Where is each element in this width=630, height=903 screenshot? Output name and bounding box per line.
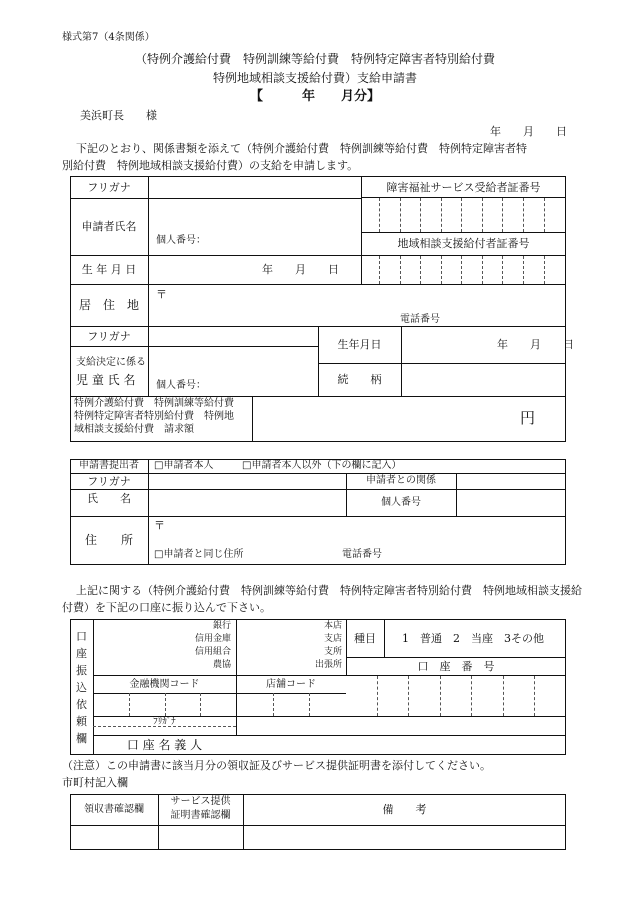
submitter-furigana-label: フリガナ	[87, 475, 131, 488]
address-phone-label: 電話番号	[400, 314, 440, 325]
claim-yen-unit: 円	[520, 409, 536, 427]
bank-side-label-2: 座	[76, 647, 87, 660]
form-title-month: 【 年 月分】	[249, 89, 380, 104]
municipal-section-label: 市町村記入欄	[62, 776, 128, 789]
submitter-label: 申請書提出者	[79, 460, 139, 471]
submitter-phone-label: 電話番号	[342, 549, 382, 560]
date-line: 年 月 日	[490, 125, 567, 138]
receipt-check-label: 領収書確認欄	[84, 804, 144, 815]
branch-code-label: 店舗コード	[266, 679, 316, 690]
account-type-label: 種目	[354, 632, 376, 645]
submitter-personal-number-label: 個人番号	[381, 497, 421, 508]
bank-side-label-3: 振	[76, 664, 87, 677]
municipal-table	[70, 794, 566, 850]
account-type-options[interactable]: 1 普通 2 当座 3その他	[402, 632, 544, 645]
child-furigana-label: フリガナ	[87, 330, 131, 343]
child-label-line2: 児 童 氏 名	[76, 373, 136, 387]
service-check-label-line1: サービス提供	[170, 796, 231, 807]
bank-side-label-5: 依	[76, 698, 87, 711]
bank-side-label-6: 頼	[76, 715, 87, 728]
address-postal-mark: 〒	[156, 288, 167, 301]
bank-intro-line2: 付費）を下記の口座に振り込んで下さい。	[62, 601, 271, 614]
addressee: 美浜町長 様	[80, 109, 157, 122]
bank-intro-line1: 上記に関する（特例介護給付費 特例訓練等給付費 特例特定障害者特別給付費 特例地域相談支援給	[76, 584, 582, 597]
bank-side-label-1: 口	[76, 630, 87, 643]
bank-side-label-7: 欄	[76, 732, 87, 745]
birth-date-label: 生 年 月 日	[81, 263, 137, 276]
service-check-label-line2: 証明書確認欄	[170, 810, 231, 821]
submitter-name-label: 氏 名	[87, 492, 131, 505]
disability-cert-label: 障害福祉サービス受給者証番号	[386, 181, 541, 194]
applicant-personal-number-label: 個人番号：	[156, 235, 206, 246]
inst-type-agri[interactable]: 農協	[212, 660, 231, 670]
attachment-note: （注意）この申請書に該当月分の領収証及びサービス提供証明書を添付してください。	[62, 759, 491, 772]
intro-text-line1: 下記のとおり、関係書類を添えて（特例介護給付費 特例訓練等給付費 特例特定障害者特	[76, 142, 527, 155]
branch-type-sub[interactable]: 出張所	[314, 660, 342, 670]
child-label-line1: 支給決定に係る	[76, 357, 146, 368]
form-title-line1: （特例介護給付費 特例訓練等給付費 特例特定障害者特別給付費	[134, 52, 495, 66]
branch-type-branch[interactable]: 支店	[323, 634, 342, 644]
relation-label: 続 柄	[337, 373, 382, 386]
child-birth-label: 生年月日	[337, 338, 382, 351]
account-number-label: 口 座 番 号	[417, 660, 495, 673]
holder-label: 口 座 名 義 人	[126, 738, 203, 752]
submitter-option-other[interactable]: □申請者本人以外（下の欄に記入）	[242, 460, 402, 471]
inst-type-bank[interactable]: 銀行	[212, 621, 231, 631]
child-birth-value: 年 月 日	[497, 338, 574, 351]
birth-date-value: 年 月 日	[262, 263, 339, 276]
inst-code-label: 金融機関コード	[129, 679, 200, 690]
branch-type-head[interactable]: 本店	[323, 621, 342, 631]
same-address-checkbox[interactable]: □申請者と同じ住所	[154, 549, 244, 560]
inst-type-shinkin[interactable]: 信用金庫	[194, 634, 231, 644]
bank-side-label-4: 込	[76, 681, 87, 694]
submitter-table	[70, 459, 566, 565]
claim-label-line1: 特例介護給付費 特例訓練等給付費	[74, 398, 234, 409]
branch-type-office[interactable]: 支所	[323, 647, 342, 657]
remarks-label: 備 考	[382, 803, 427, 816]
form-title-line2: 特例地域相談支援給付費）支給申請書	[212, 71, 417, 85]
regional-cert-label: 地域相談支援給付者証番号	[397, 237, 530, 250]
submitter-option-self[interactable]: □申請者本人	[154, 460, 214, 471]
claim-label-line2: 特例特定障害者特別給付費 特例地	[74, 411, 234, 422]
inst-type-credit-union[interactable]: 信用組合	[194, 647, 231, 657]
claim-label-line3: 域相談支援給付費 請求額	[74, 424, 194, 435]
intro-text-line2: 別給付費 特例地域相談支援給付費）の支給を申請します。	[62, 159, 359, 172]
holder-furigana-label: ﾌﾘｶﾞﾅ	[153, 717, 176, 727]
submitter-address-label: 住 所	[84, 533, 133, 547]
submitter-relation-label: 申請者との関係	[366, 475, 436, 486]
applicant-furigana-label: フリガナ	[87, 181, 131, 194]
form-number: 様式第7（4条関係）	[62, 32, 155, 43]
child-personal-number-label: 個人番号：	[156, 380, 206, 391]
applicant-name-label: 申請者氏名	[81, 220, 137, 233]
address-label: 居 住 地	[78, 298, 139, 312]
submitter-postal-mark: 〒	[154, 519, 165, 532]
